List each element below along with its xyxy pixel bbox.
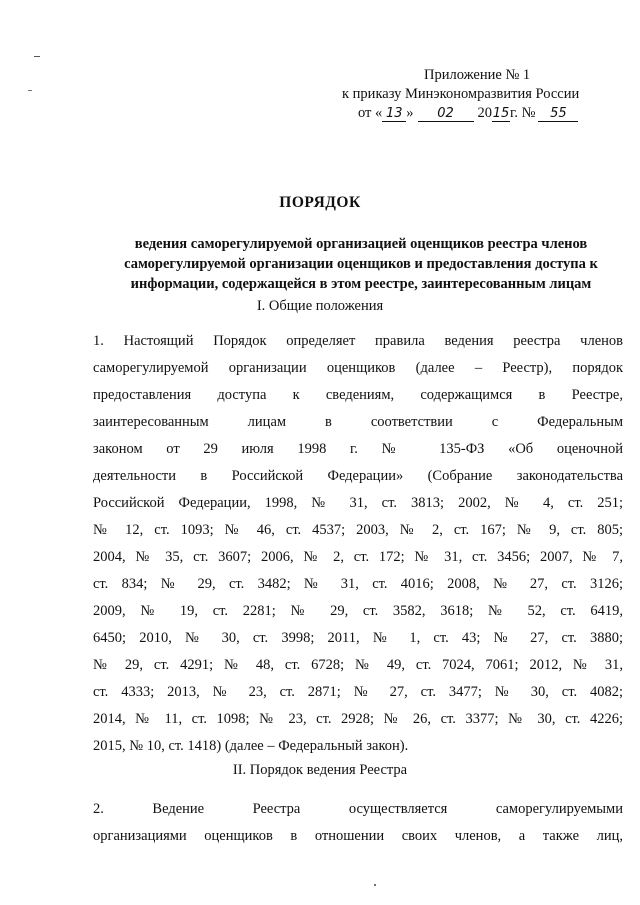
date-prefix: от « [358, 105, 383, 121]
date-mid: » [406, 105, 414, 121]
paragraph-1 [93, 328, 623, 760]
text-line: № 29, ст. 4291; № 48, ст. 6728; № 49, ст. 7024, 7061; 2012, № 31, [93, 657, 623, 673]
text-line: саморегулируемой организации оценщиков (далее – Реестр), порядок [93, 360, 623, 376]
text-line: 2. Ведение Реестра осуществляется саморегулируемыми [93, 801, 623, 817]
margin-mark [28, 90, 32, 91]
year-prefix: 20 [477, 105, 493, 121]
document-title: ПОРЯДОК [279, 194, 361, 211]
text-line: 6450; 2010, № 30, ст. 3998; 2011, № 1, ст. 43; № 27, ст. 3880; [93, 630, 623, 646]
text-line: № 12, ст. 1093; № 46, ст. 4537; 2003, № 2, ст. 167; № 9, ст. 805; [93, 522, 623, 538]
annex-date-line [338, 104, 628, 123]
annex-block [338, 66, 628, 123]
handwritten-day: 13 [382, 107, 406, 122]
text-line: организациями оценщиков в отношении своих членов, а также лиц, [93, 828, 623, 844]
section-heading-2: II. Порядок ведения Реестра [232, 762, 408, 778]
text-line: деятельности в Российской Федерации» (Собрание законодательства [93, 468, 623, 484]
scan-speck [374, 884, 376, 886]
handwritten-year: 15 [492, 106, 510, 121]
text-line: 2004, № 35, ст. 3607; 2006, № 2, ст. 172; № 31, ст. 3456; 2007, № 7, [93, 549, 623, 565]
year-suffix: г. № [510, 105, 536, 121]
text-line: 2009, № 19, ст. 2281; № 29, ст. 3582, 3618; № 52, ст. 6419, [93, 603, 623, 619]
annex-title: Приложение № 1 [424, 67, 531, 83]
text-line: законом от 29 июля 1998 г. № 135-ФЗ «Об оценочной [93, 441, 623, 457]
document-subtitle: ведения саморегулируемой организацией оценщиков реестра членов саморегулируемой организации оценщиков и предоставления доступа к информации, содержащейся в этом реестре, заинтересованным лицам [124, 236, 598, 292]
margin-mark [34, 56, 40, 57]
text-line: 2014, № 11, ст. 1098; № 23, ст. 2928; № 26, ст. 3377; № 30, ст. 4226; [93, 711, 623, 727]
text-line: Российской Федерации, 1998, № 31, ст. 3813; 2002, № 4, ст. 251; [93, 495, 623, 511]
paragraph-2 [93, 796, 623, 850]
text-line: 2015, № 10, ст. 1418) (далее – Федеральный закон). [93, 738, 409, 754]
handwritten-month: 02 [418, 107, 474, 122]
text-line: предоставления доступа к сведениям, содержащимся в Реестре, [93, 387, 623, 403]
section-heading-1: I. Общие положения [256, 298, 384, 314]
text-line: ст. 834; № 29, ст. 3482; № 31, ст. 4016; 2008, № 27, ст. 3126; [93, 576, 623, 592]
annex-order-ref: к приказу Минэкономразвития России [342, 86, 580, 102]
text-line: 1. Настоящий Порядок определяет правила ведения реестра членов [93, 333, 623, 349]
text-line: заинтересованным лицам в соответствии с Федеральным [93, 414, 623, 430]
handwritten-number: 55 [538, 107, 578, 122]
text-line: ст. 4333; 2013, № 23, ст. 2871; № 27, ст. 3477; № 30, ст. 4082; [93, 684, 623, 700]
